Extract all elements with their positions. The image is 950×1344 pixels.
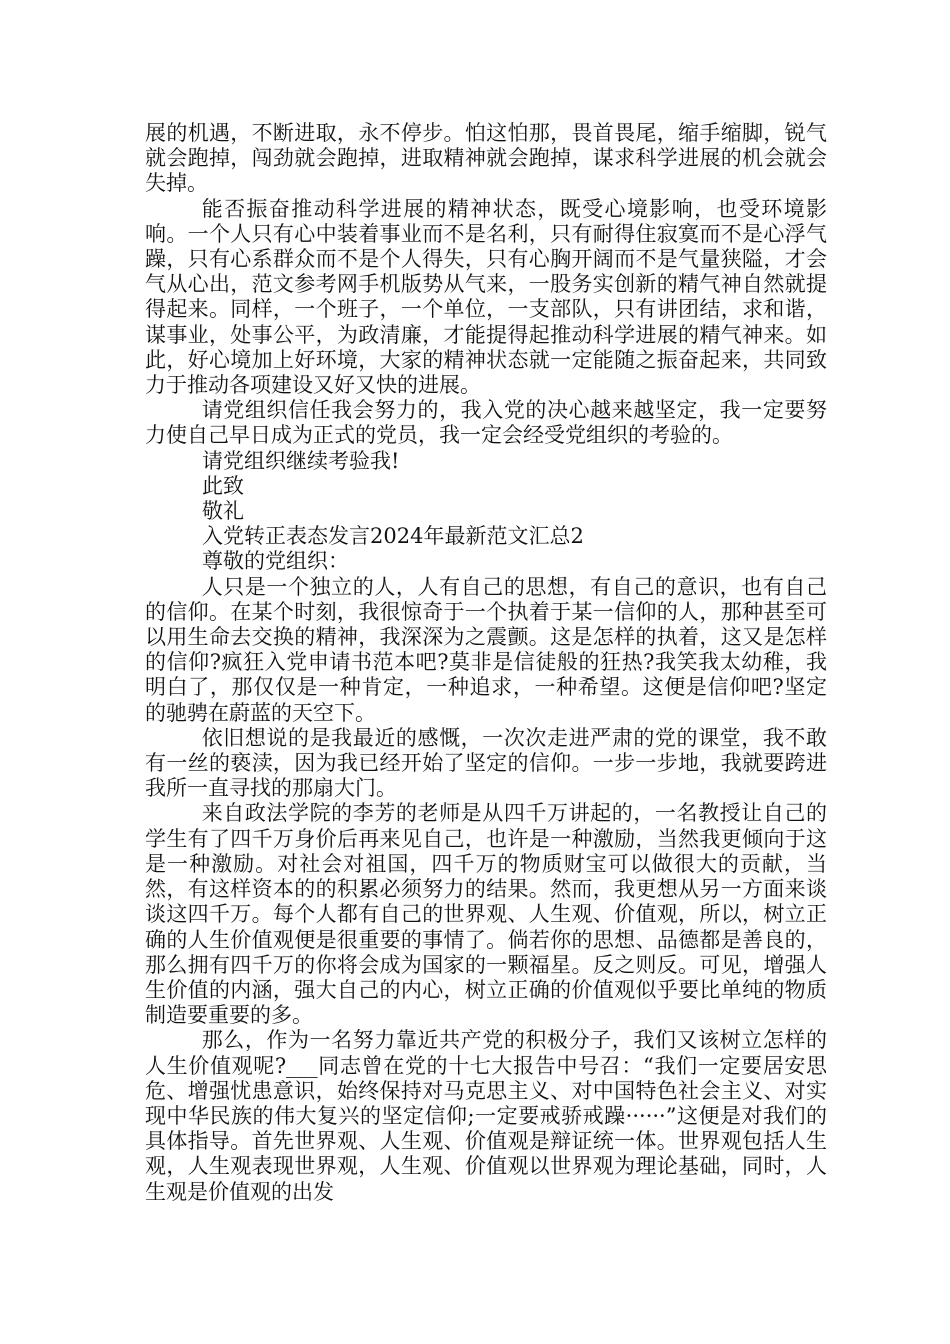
closing-cizhi: 此致 <box>202 473 244 498</box>
paragraph-continuation: 展的机遇，不断进取，永不停步。怕这怕那，畏首畏尾，缩手缩脚，锐气就会跑掉，闯劲就会跑掉，进取精神就会跑掉，谋求科学进展的机会就会失掉。 <box>145 121 827 196</box>
section-title: 入党转正表态发言2024年最新范文汇总2 <box>202 524 584 549</box>
paragraph-belief: 人只是一个独立的人，人有自己的思想，有自己的意识，也有自己的信仰。在某个时刻，我很惊奇于一个执着于某一信仰的人，那种甚至可以用生命去交换的精神，我深深为之震颤。这是怎样的执着，这又是怎样的信仰?疯狂入党申请书范本吧?莫非是信徒般的狂热?我笑我太幼稚，我明白了，那仅仅是一种肯定，一种追求，一种希望。这便是信仰吧?坚定的驰骋在蔚蓝的天空下。 <box>145 574 827 725</box>
paragraph-reflection: 依旧想说的是我最近的感慨，一次次走进严肃的党的课堂，我不敢有一丝的亵渎，因为我已经开始了坚定的信仰。一步一步地，我就要跨进我所一直寻找的那扇大门。 <box>145 725 827 801</box>
salutation: 尊敬的党组织： <box>202 549 349 574</box>
paragraph-values: 那么，作为一名努力靠近共产党的积极分子，我们又该树立怎样的人生价值观呢?___同志曾在党的十七大报告中号召：“我们一定要居安思危、增强忧患意识，始终保持对马克思主义、对中国特色社会主义、对实现中华民族的伟大复兴的坚定信仰;一定要戒骄戒躁······”这便是对我们的具体指导。首先世界观、人生观、价值观是辩证统一体。世界观包括人生观，人生观表现世界观，人生观、价值观以世界观为理论基础，同时，人生观是价值观的出发 <box>145 1028 827 1204</box>
closing-jingli: 敬礼 <box>202 499 244 524</box>
closing-request: 请党组织继续考验我! <box>202 448 400 473</box>
document-page <box>145 121 827 1205</box>
paragraph-pledge: 请党组织信任我会努力的，我入党的决心越来越坚定，我一定要努力使自己早日成为正式的党员，我一定会经受党组织的考验的。 <box>145 398 827 448</box>
paragraph-forty-million: 来自政法学院的李芳的老师是从四千万讲起的，一名教授让自己的学生有了四千万身价后再来见自己，也许是一种激励，当然我更倾向于这是一种激励。对社会对祖国，四千万的物质财宝可以做很大的贡献，当然，有这样资本的的积累必须努力的结果。然而，我更想从另一方面来谈谈这四千万。每个人都有自己的世界观、人生观、价值观，所以，树立正确的人生价值观便是很重要的事情了。倘若你的思想、品德都是善良的，那么拥有四千万的你将会成为国家的一颗福星。反之则反。可见，增强人生价值的内涵，强大自己的内心，树立正确的价值观似乎要比单纯的物质制造要重要的多。 <box>145 801 827 1028</box>
paragraph-spirit: 能否振奋推动科学进展的精神状态，既受心境影响，也受环境影响。一个人只有心中装着事业而不是名利，只有耐得住寂寞而不是心浮气躁，只有心系群众而不是个人得失，只有心胸开阔而不是气量狭隘，才会气从心出，范文参考网手机版势从气来，一股务实创新的精气神自然就提得起来。同样，一个班子，一个单位，一支部队，只有讲团结，求和谐，谋事业，处事公平，为政清廉，才能提得起推动科学进展的精气神来。如此，好心境加上好环境，大家的精神状态就一定能随之振奋起来，共同致力于推动各项建设又好又快的进展。 <box>145 196 827 398</box>
